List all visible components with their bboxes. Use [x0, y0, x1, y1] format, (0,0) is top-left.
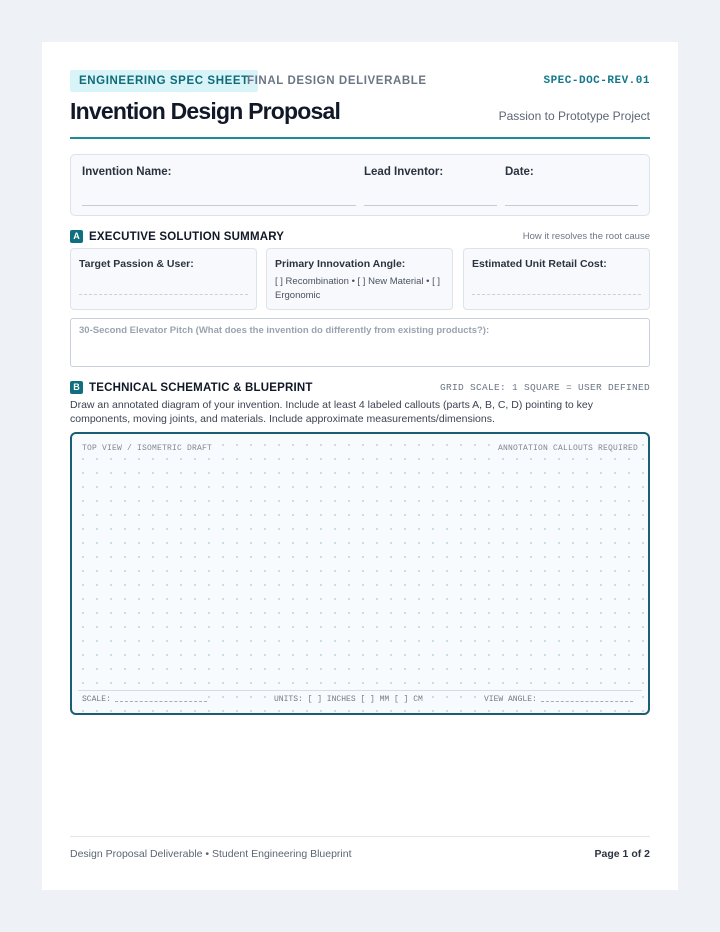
page-number: Page 1 of 2 — [594, 848, 650, 860]
elevator-pitch-label: 30-Second Elevator Pitch (What does the invention do differently from existing products?): — [79, 325, 490, 336]
document-page — [42, 42, 678, 890]
target-passion-line — [79, 294, 248, 295]
retail-cost-line — [472, 294, 641, 295]
grid-view-label: TOP VIEW / ISOMETRIC DRAFT — [82, 444, 213, 453]
header-row — [70, 70, 650, 92]
units-options[interactable]: UNITS: [ ] INCHES [ ] MM [ ] CM — [274, 695, 423, 704]
scale-label: SCALE: — [82, 695, 111, 704]
lead-inventor-line — [364, 205, 497, 206]
grid-footer-divider — [78, 690, 642, 691]
info-fields-box — [70, 154, 650, 216]
innovation-angle-card[interactable] — [266, 248, 453, 310]
grid-scale-note: GRID SCALE: 1 SQUARE = USER DEFINED — [439, 382, 650, 393]
lead-inventor-field[interactable] — [364, 155, 497, 217]
elevator-pitch-field[interactable] — [70, 318, 650, 367]
innovation-options: [ ] Recombination • [ ] New Material • [ ] Ergonomic — [275, 276, 441, 301]
document-id: SPEC-DOC-REV.01 — [543, 75, 650, 87]
lead-inventor-label: Lead Inventor: — [364, 166, 444, 178]
section-a-badge: A — [70, 230, 83, 243]
target-passion-card[interactable] — [70, 248, 257, 310]
deliverable-label: FINAL DESIGN DELIVERABLE — [247, 75, 427, 87]
scale-blank — [115, 701, 207, 702]
invention-name-line — [82, 205, 356, 206]
footer-text: Design Proposal Deliverable • Student Engineering Blueprint — [70, 848, 352, 860]
date-field[interactable] — [505, 155, 638, 217]
view-angle-field[interactable] — [484, 695, 633, 704]
section-a-title: EXECUTIVE SOLUTION SUMMARY — [89, 231, 285, 243]
section-b-title: TECHNICAL SCHEMATIC & BLUEPRINT — [89, 382, 313, 394]
retail-cost-label: Estimated Unit Retail Cost: — [472, 258, 607, 270]
schematic-instructions: Draw an annotated diagram of your invention. Include at least 4 labeled callouts (parts A, B, C, D) pointing to key components, moving joints, and materials. Include approximate measurements/dimensions. — [70, 399, 593, 425]
section-a-header — [70, 229, 650, 245]
invention-name-label: Invention Name: — [82, 166, 172, 178]
grid-callouts-label: ANNOTATION CALLOUTS REQUIRED — [497, 444, 638, 453]
retail-cost-card[interactable] — [463, 248, 650, 310]
section-b-header — [70, 380, 650, 396]
spec-sheet-tag: ENGINEERING SPEC SHEET — [70, 70, 258, 92]
blueprint-drawing-grid[interactable] — [70, 432, 650, 715]
target-passion-label: Target Passion & User: — [79, 258, 194, 270]
innovation-angle-label: Primary Innovation Angle: — [275, 258, 406, 270]
header-divider — [70, 137, 650, 139]
date-label: Date: — [505, 166, 534, 178]
section-a-note: How it resolves the root cause — [522, 231, 650, 242]
page-title: Invention Design Proposal — [70, 98, 341, 124]
view-angle-blank — [541, 701, 633, 702]
view-angle-label: VIEW ANGLE: — [484, 695, 537, 704]
date-line — [505, 205, 638, 206]
section-b-badge: B — [70, 381, 83, 394]
footer-divider — [70, 836, 650, 837]
page-subtitle: Passion to Prototype Project — [498, 109, 650, 123]
scale-field[interactable] — [82, 695, 207, 704]
invention-name-field[interactable] — [82, 155, 356, 217]
